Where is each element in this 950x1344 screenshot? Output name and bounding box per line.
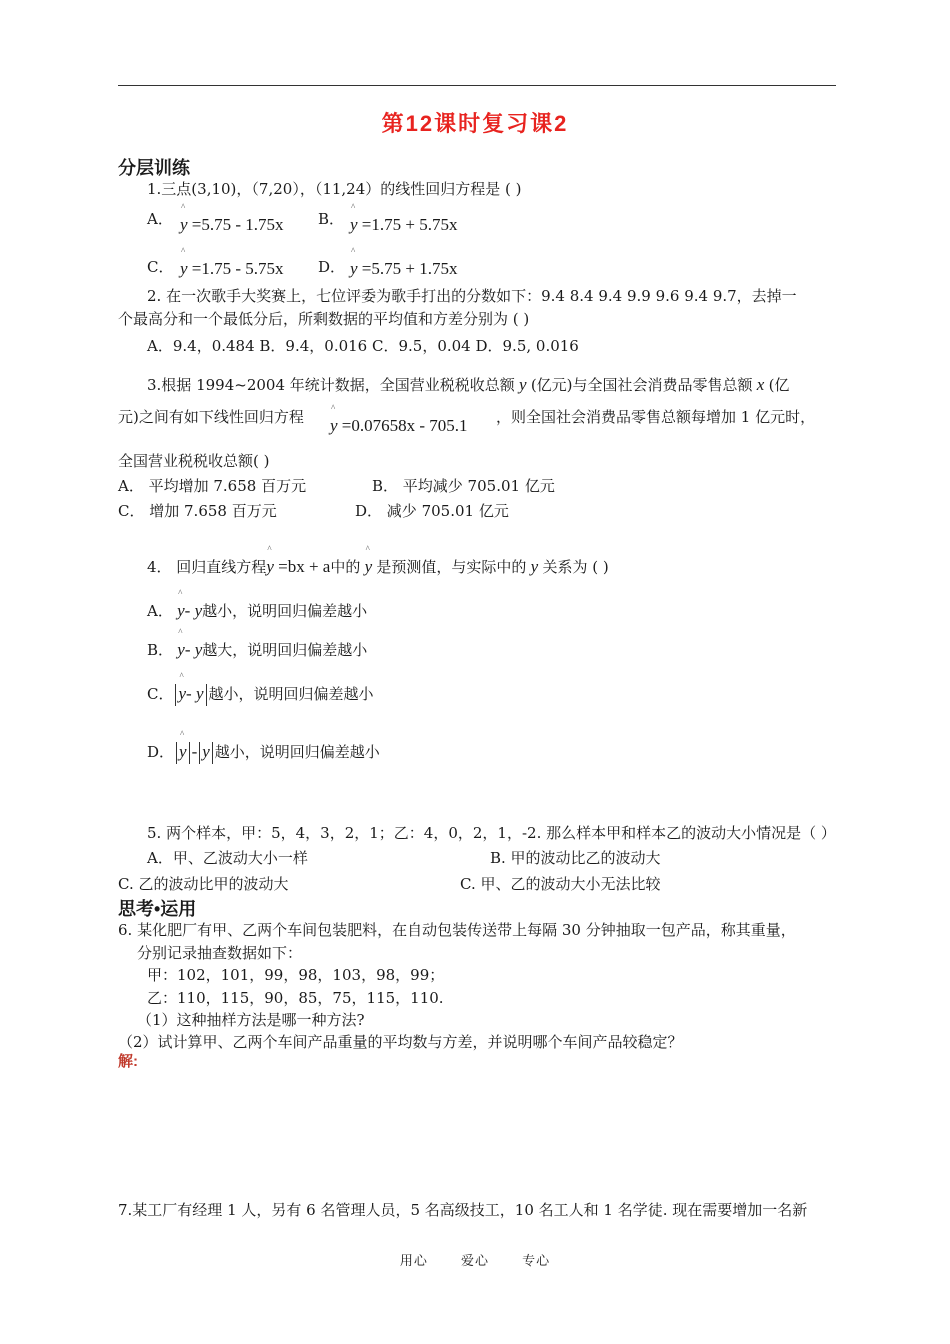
q4-option-d: D．^ y - y 越小，说明回归偏差越小 <box>147 741 380 764</box>
q3-option-b: B． 平均减少 705.01 亿元 <box>372 477 555 495</box>
page-footer <box>0 1250 950 1269</box>
q1-option-d-expr: ^ y =5.75 + 1.75x <box>350 259 457 279</box>
q6-data-yi: 乙：110，115，90，85，75，115，110. <box>147 989 444 1007</box>
q1-option-b-label: B． <box>318 210 345 228</box>
q3-line2: 元)之间有如下线性回归方程 <box>118 408 304 426</box>
q3-option-d: D． 减少 705.01 亿元 <box>355 502 509 520</box>
section-think-apply: 思考•运用 <box>118 899 197 919</box>
q3-option-c: C． 增加 7.658 百万元 <box>118 502 277 520</box>
q7-line1: 7.某工厂有经理 1 人，另有 6 名管理人员，5 名高级技工，10 名工人和 1 名学徒. 现在需要增加一名新 <box>118 1201 808 1219</box>
q3-regression-expr: ^ y =0.07658x - 705.1 <box>330 416 468 436</box>
q4-stem: 4． 回归直线方程^ y =bx + a中的 ^ y 是预测值，与实际中的 y 关系为 ( ) <box>147 556 609 577</box>
q6-line2: 分别记录抽查数据如下： <box>137 944 303 962</box>
page-title: 第12课时复习课2 <box>381 111 569 136</box>
q5-option-b: B. 甲的波动比乙的波动大 <box>490 849 661 867</box>
q1-option-c-expr: ^ y =1.75 - 5.75x <box>180 259 284 279</box>
q4-option-b: B． ^ y- y越大，说明回归偏差越小 <box>147 639 367 660</box>
q2-line2: 个最高分和一个最低分后，所剩数据的平均值和方差分别为 ( ) <box>118 310 530 328</box>
q3-line3: 全国营业税税收总额( ) <box>118 452 270 470</box>
q5-option-d: C. 甲、乙的波动大小无法比较 <box>460 875 661 893</box>
footer-item: 爱心 <box>460 1254 489 1269</box>
q6-line1: 6. 某化肥厂有甲、乙两个车间包装肥料，在自动包装传送带上每隔 30 分钟抽取一包产品，称其重量， <box>118 921 796 939</box>
q6-answer-label: 解: <box>118 1053 138 1070</box>
q2-options: A．9.4，0.484 B．9.4，0.016 C．9.5，0.04 D．9.5, 0.016 <box>147 337 579 355</box>
q1-option-b-expr: ^ y =1.75 + 5.75x <box>350 215 457 235</box>
q3-option-a: A． 平均增加 7.658 百万元 <box>118 477 307 495</box>
section-layered-training: 分层训练 <box>118 158 190 178</box>
q4-option-c: C．^ y- y 越小，说明回归偏差越小 <box>147 683 374 706</box>
q5-option-a: A．甲、乙波动大小一样 <box>147 849 308 867</box>
q1-stem: 1.三点(3,10)，（7,20），（11,24）的线性回归方程是 ( ) <box>147 180 522 198</box>
q2-line1: 2. 在一次歌手大奖赛上，七位评委为歌手打出的分数如下：9.4 8.4 9.4 9.9 9.6 9.4 9.7，去掉一 <box>147 287 797 305</box>
q6-sub1: （1）这种抽样方法是哪一种方法? <box>137 1011 365 1029</box>
q1-option-c-label: C． <box>147 258 174 276</box>
footer-item: 专心 <box>522 1254 551 1269</box>
q1-option-d-label: D． <box>318 258 346 276</box>
q5-option-c: C. 乙的波动比甲的波动大 <box>118 875 289 893</box>
q1-option-a-label: A． <box>147 210 173 228</box>
q1-option-a-expr: ^ y =5.75 - 1.75x <box>180 215 284 235</box>
q4-option-a: A． ^ y- y越小，说明回归偏差越小 <box>147 600 367 621</box>
q5-stem: 5. 两个样本，甲：5，4，3，2，1；乙：4，0，2，1，-2. 那么样本甲和样本乙的波动大小情况是（ ） <box>147 824 836 842</box>
q3-line2-tail: ，则全国社会消费品零售总额每增加 1 亿元时， <box>496 408 816 426</box>
q6-sub2: （2）试计算甲、乙两个车间产品重量的平均数与方差，并说明哪个车间产品较稳定？ <box>118 1033 683 1051</box>
q3-line1: 3.根据 1994~2004 年统计数据，全国营业税税收总额 y (亿元)与全国社会消费品零售总额 x (亿 <box>147 375 790 394</box>
footer-item: 用心 <box>399 1254 428 1269</box>
q6-data-jia: 甲：102，101，99，98，103，98，99； <box>147 966 445 984</box>
header-rule <box>118 85 836 86</box>
